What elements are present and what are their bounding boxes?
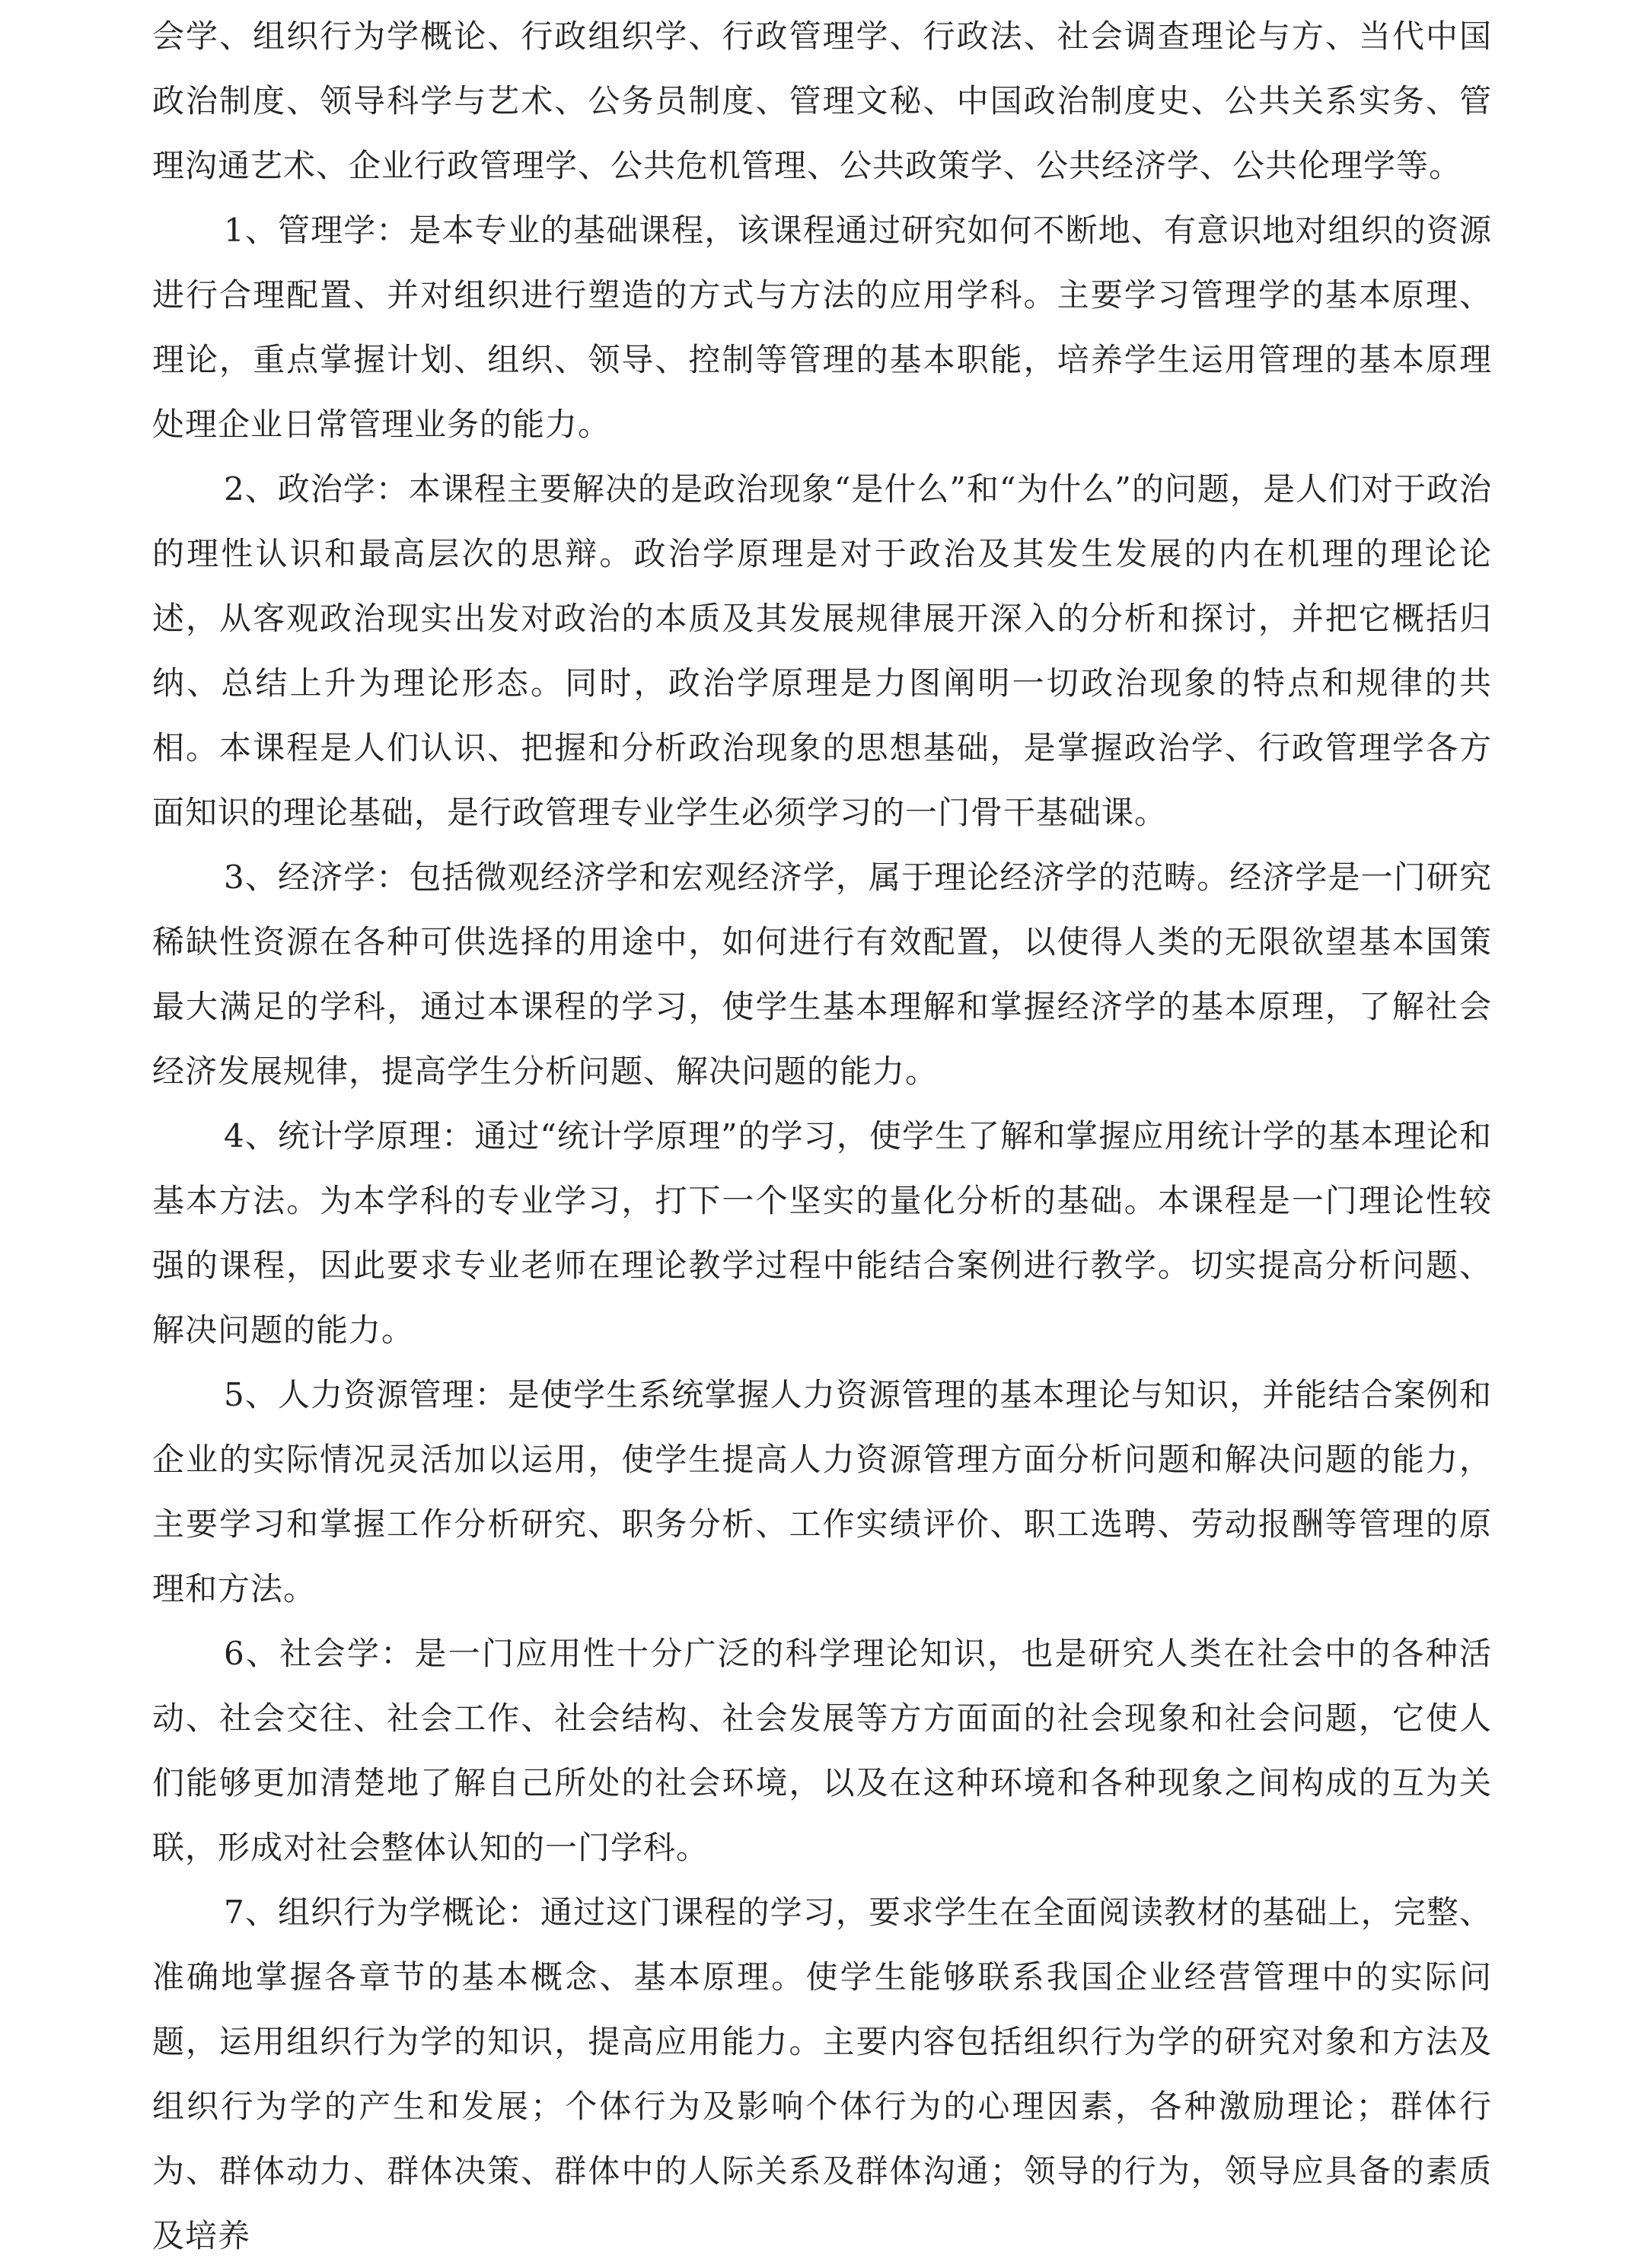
paragraph-number: 6、 [224, 1635, 280, 1672]
paragraph-sociology [152, 1621, 1492, 1880]
paragraph-text: 人力资源管理：是使学生系统掌握人力资源管理的基本理论与知识，并能结合案例和企业的实际情况灵活加以运用，使学生提高人力资源管理方面分析问题和解决问题的能力，主要学习和掌握工作分析研究、职务分析、工作实绩评价、职工选聘、劳动报酬等管理的原理和方法。 [152, 1376, 1492, 1607]
paragraph-text: 组织行为学概论：通过这门课程的学习，要求学生在全面阅读教材的基础上，完整、准确地掌握各章节的基本概念、基本原理。使学生能够联系我国企业经营管理中的实际问题，运用组织行为学的知识，提高应用能力。主要内容包括组织行为学的研究对象和方法及组织行为学的产生和发展；个体行为及影响个体行为的心理因素，各种激励理论；群体行为、群体动力、群体决策、群体中的人际关系及群体沟通；领导的行为，领导应具备的素质及培养 [152, 1894, 1492, 2254]
paragraph-political-science [152, 457, 1492, 845]
paragraph-course-list [152, 4, 1492, 198]
paragraph-text: 统计学原理：通过“统计学原理”的学习，使学生了解和掌握应用统计学的基本理论和基本方法。为本学科的专业学习，打下一个坚实的量化分析的基础。本课程是一门理论性较强的课程，因此要求专业老师在理论教学过程中能结合案例进行教学。切实提高分析问题、解决问题的能力。 [152, 1117, 1492, 1349]
paragraph-number: 4、 [224, 1117, 278, 1155]
paragraph-human-resources [152, 1362, 1492, 1621]
paragraph-text: 政治学：本课程主要解决的是政治现象“是什么”和“为什么”的问题，是人们对于政治的理性认识和最高层次的思辩。政治学原理是对于政治及其发生发展的内在机理的理论论述，从客观政治现实出发对政治的本质及其发展规律展开深入的分析和探讨，并把它概括归纳、总结上升为理论形态。同时，政治学原理是力图阐明一切政治现象的特点和规律的共相。本课程是人们认识、把握和分析政治现象的思想基础，是掌握政治学、行政管理学各方面知识的理论基础，是行政管理专业学生必须学习的一门骨干基础课。 [152, 470, 1492, 831]
paragraph-text: 管理学：是本专业的基础课程，该课程通过研究如何不断地、有意识地对组织的资源进行合理配置、并对组织进行塑造的方式与方法的应用学科。主要学习管理学的基本原理、理论，重点掌握计划、组织、领导、控制等管理的基本职能，培养学生运用管理的基本原理处理企业日常管理业务的能力。 [152, 212, 1492, 443]
paragraph-number: 3、 [224, 858, 278, 896]
paragraph-management [152, 198, 1492, 457]
paragraph-number: 5、 [224, 1376, 278, 1413]
paragraph-statistics [152, 1104, 1492, 1362]
body-text [152, 4, 1492, 2268]
paragraph-text: 社会学：是一门应用性十分广泛的科学理论知识，也是研究人类在社会中的各种活动、社会交往、社会工作、社会结构、社会发展等方方面面的社会现象和社会问题，它使人们能够更加清楚地了解自己所处的社会环境，以及在这种环境和各种现象之间构成的互为关联，形成对社会整体认知的一门学科。 [152, 1635, 1492, 1866]
paragraph-economics [152, 845, 1492, 1104]
paragraph-number: 7、 [224, 1894, 278, 1931]
paragraph-text: 会学、组织行为学概论、行政组织学、行政管理学、行政法、社会调查理论与方、当代中国政治制度、领导科学与艺术、公务员制度、管理文秘、中国政治制度史、公共关系实务、管理沟通艺术、企业行政管理学、公共危机管理、公共政策学、公共经济学、公共伦理学等。 [152, 18, 1492, 184]
paragraph-organizational-behavior [152, 1880, 1492, 2268]
paragraph-number: 1、 [224, 212, 278, 249]
paragraph-number: 2、 [224, 470, 278, 508]
paragraph-text: 经济学：包括微观经济学和宏观经济学，属于理论经济学的范畴。经济学是一门研究稀缺性资源在各种可供选择的用途中，如何进行有效配置，以使得人类的无限欲望基本国策最大满足的学科，通过本课程的学习，使学生基本理解和掌握经济学的基本原理，了解社会经济发展规律，提高学生分析问题、解决问题的能力。 [152, 858, 1492, 1090]
